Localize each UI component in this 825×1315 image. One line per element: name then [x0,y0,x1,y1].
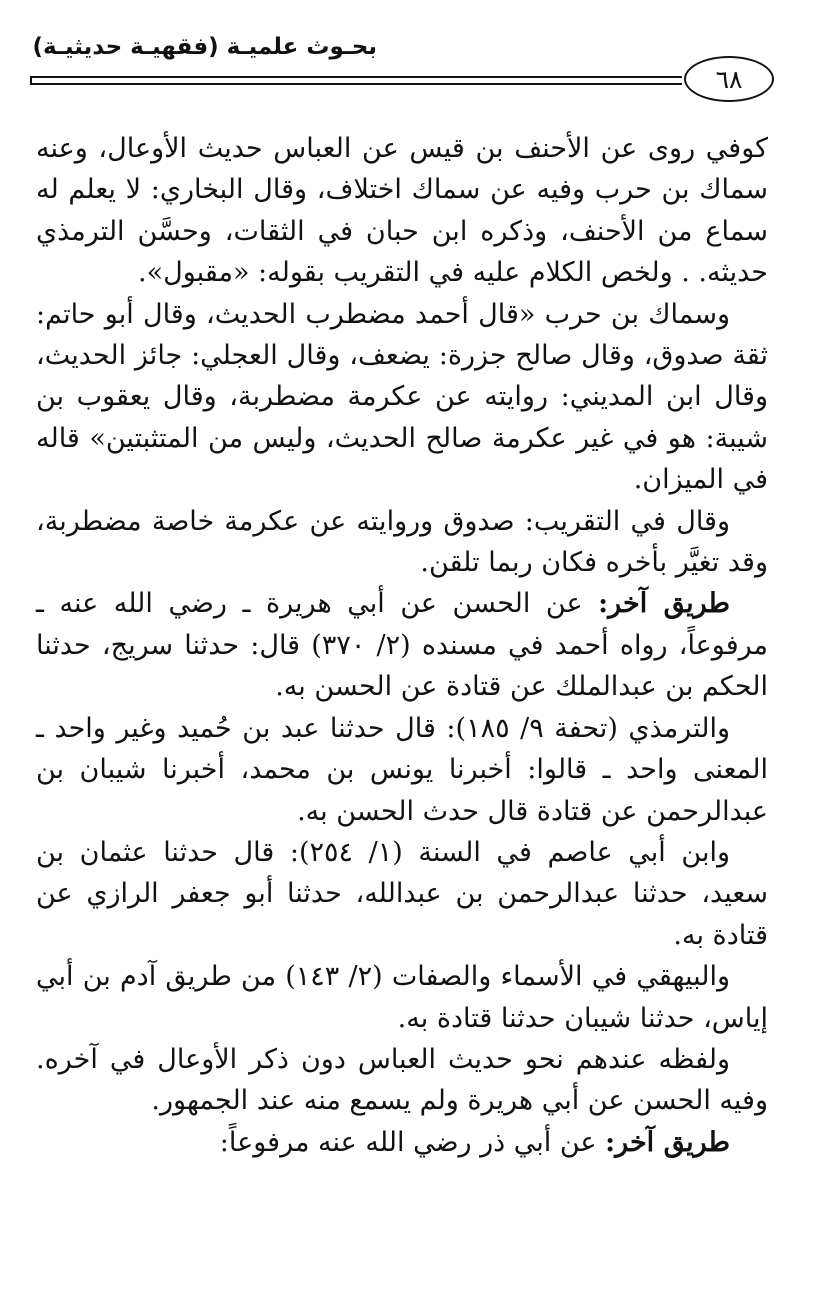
paragraph-text: وسماك بن حرب «قال أحمد مضطرب الحديث، وقال أبو حاتم: ثقة صدوق، وقال صالح جزرة: يضعف، وقال العجلي: جائز الحديث، وقال ابن المديني: روايته عن عكرمة مضطربة، وقال يعقوب بن شيبة: هو في غير عكرمة صالح الحديث، وليس من المتثبتين» قاله في الميزان. [36,298,768,496]
section-lead: طريق آخر: [598,588,731,620]
paragraph-3 [36,501,768,584]
paragraph-6 [36,832,768,956]
section-lead: طريق آخر: [605,1126,730,1158]
paragraph-8 [36,1039,768,1122]
running-title: بحـوث علميـة (فقهيـة حديثيـة) [32,34,377,60]
header-rule [30,76,682,85]
paragraph-5 [36,708,768,832]
paragraph-9 [36,1122,768,1163]
page-number: ٦٨ [684,56,774,102]
paragraph-text: كوفي روى عن الأحنف بن قيس عن العباس حديث الأوعال، وعنه سماك بن حرب وفيه عن سماك اختلاف، وقال البخاري: لا يعلم له سماع من الأحنف، وذكره ابن حبان في الثقات، وحسَّن الترمذي حديثه. . ولخص الكلام عليه في التقريب بقوله: «مقبول». [36,133,768,289]
paragraph-7 [36,956,768,1039]
body-text [36,128,768,1163]
paragraph-text: وابن أبي عاصم في السنة (١/ ٢٥٤): قال حدثنا عثمان بن سعيد، حدثنا عبدالرحمن بن عبدالله، حدثنا أبو جعفر الرازي عن قتادة به. [36,836,768,951]
paragraph-4 [36,583,768,707]
paragraph-text: ولفظه عندهم نحو حديث العباس دون ذكر الأوعال في آخره. وفيه الحسن عن أبي هريرة ولم يسمع منه عند الجمهور. [36,1043,768,1117]
page-header [20,28,805,106]
paragraph-2 [36,294,768,501]
paragraph-text: عن أبي ذر رضي الله عنه مرفوعاً: [219,1126,606,1158]
paragraph-text: وقال في التقريب: صدوق وروايته عن عكرمة خاصة مضطربة، وقد تغيَّر بأخره فكان ربما تلقن. [36,505,768,579]
paragraph-text: والترمذي (تحفة ٩/ ١٨٥): قال حدثنا عبد بن حُميد وغير واحد ـ المعنى واحد ـ قالوا: أخبرنا يونس بن محمد، أخبرنا شيبان بن عبدالرحمن عن قتادة قال حدث الحسن به. [36,712,768,827]
paragraph-text: والبيهقي في الأسماء والصفات (٢/ ١٤٣) من طريق آدم بن أبي إياس، حدثنا شيبان حدثنا قتادة به. [36,961,768,1034]
paragraph-1 [36,128,768,294]
paragraph-text: عن الحسن عن أبي هريرة ـ رضي الله عنه ـ مرفوعاً، رواه أحمد في مسنده (٢/ ٣٧٠) قال: حدثنا سريج، حدثنا الحكم بن عبدالملك عن قتادة عن الحسن به. [36,588,768,703]
